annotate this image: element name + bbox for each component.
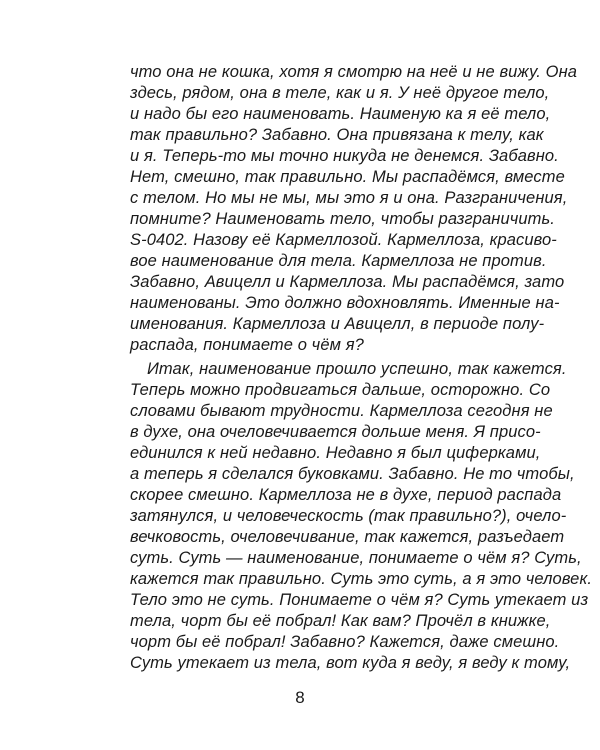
text-line: S-0402. Назову её Кармеллозой. Кармеллоза, красиво- <box>130 231 557 249</box>
text-line: Итак, наименование прошло успешно, так кажется. <box>147 360 567 378</box>
page-number: 8 <box>295 688 305 707</box>
paragraph-2 <box>130 359 593 674</box>
text-line: Забавно, Авицелл и Кармеллоза. Мы распадёмся, зато <box>130 273 565 291</box>
text-line: словами бывают трудности. Кармеллоза сегодня не <box>130 402 553 420</box>
text-line: так правильно? Забавно. Она привязана к телу, как <box>130 126 544 144</box>
text-line: и я. Теперь-то мы точно никуда не денемся. Забавно. <box>130 147 559 165</box>
text-line: единился к ней недавно. Недавно я был циферками, <box>130 444 541 462</box>
text-line: в духе, она очеловечивается дольше меня. Я присо- <box>130 423 541 441</box>
text-line: Нет, смешно, так правильно. Мы распадёмся, вместе <box>130 168 565 186</box>
paragraph-1 <box>130 62 578 356</box>
text-line: наименованы. Это должно вдохновлять. Именные на- <box>130 294 560 312</box>
text-line: а теперь я сделался буковками. Забавно. Не то чтобы, <box>130 465 575 483</box>
text-line: кажется так правильно. Суть это суть, а я это человек. <box>130 570 593 588</box>
text-line: суть. Суть — наименование, понимаете о чём я? Суть, <box>130 549 582 567</box>
text-line: затянулся, и человеческость (так правильно?), очело- <box>130 507 567 525</box>
text-line: чорт бы её побрал! Забавно? Кажется, даже смешно. <box>130 633 560 651</box>
text-line: Суть утекает из тела, вот куда я веду, я веду к тому, <box>130 654 571 672</box>
text-line: с телом. Но мы не мы, мы это я и она. Разграничения, <box>130 189 568 207</box>
text-line: вечковость, очеловечивание, так кажется, разъедает <box>130 528 565 546</box>
text-line: Тело это не суть. Понимаете о чём я? Суть утекает из <box>130 591 589 609</box>
text-line: вое наименование для тела. Кармеллоза не против. <box>130 252 547 270</box>
text-line: и надо бы его наименовать. Наименую ка я её тело, <box>130 105 551 123</box>
text-line: что она не кошка, хотя я смотрю на неё и не вижу. Она <box>130 63 578 81</box>
text-line: скорее смешно. Кармеллоза не в духе, период распада <box>130 486 562 504</box>
text-line: распада, понимаете о чём я? <box>130 336 364 354</box>
text-line: тела, чорт бы её побрал! Как вам? Прочёл в книжке, <box>130 612 551 630</box>
text-line: помните? Наименовать тело, чтобы разграничить. <box>130 210 555 228</box>
text-line: Теперь можно продвигаться дальше, осторожно. Со <box>130 381 551 399</box>
text-line: именования. Кармеллоза и Авицелл, в периоде полу- <box>130 315 545 333</box>
text-line: здесь, рядом, она в теле, как и я. У неё другое тело, <box>130 84 550 102</box>
